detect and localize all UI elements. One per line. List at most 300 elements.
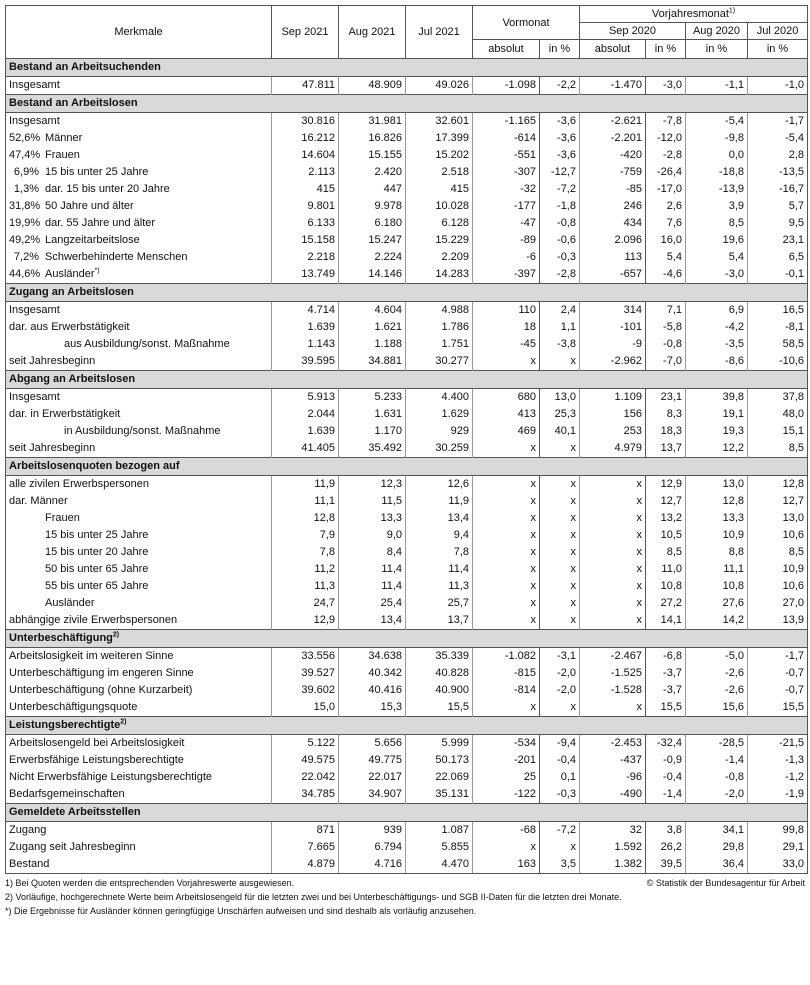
section-filler-cell — [580, 630, 646, 648]
cell-sep-2020-absolut: -490 — [580, 786, 646, 804]
cell-aug-2021: 34.881 — [339, 353, 406, 371]
cell-jul-2020-pct: -21,5 — [748, 735, 808, 753]
table-row — [6, 856, 808, 874]
cell-aug-2020-pct: 36,4 — [686, 856, 748, 874]
cell-sep-2020-absolut: x — [580, 699, 646, 717]
section-filler-cell — [473, 284, 540, 302]
table-row — [6, 215, 808, 232]
row-label — [6, 406, 272, 423]
cell-aug-2021: 447 — [339, 181, 406, 198]
cell-aug-2020-pct: -4,2 — [686, 319, 748, 336]
cell-aug-2020-pct: 12,8 — [686, 493, 748, 510]
cell-vormonat-pct: 1,1 — [540, 319, 580, 336]
cell-sep-2020-absolut: -2.201 — [580, 130, 646, 147]
cell-jul-2020-pct: -1,2 — [748, 769, 808, 786]
cell-vormonat-pct: -2,0 — [540, 682, 580, 699]
cell-vormonat-pct: x — [540, 561, 580, 578]
cell-aug-2020-pct: 14,2 — [686, 612, 748, 630]
row-label — [6, 510, 272, 527]
table-row — [6, 476, 808, 494]
table-row — [6, 232, 808, 249]
cell-aug-2021: 40.416 — [339, 682, 406, 699]
cell-sep-2021: 11,1 — [272, 493, 339, 510]
cell-sep-2020-absolut: 2.096 — [580, 232, 646, 249]
cell-aug-2021: 6.794 — [339, 839, 406, 856]
cell-sep-2020-pct: 12,9 — [646, 476, 686, 494]
row-label-text: Bestand — [9, 858, 50, 870]
section-filler-cell — [339, 717, 406, 735]
cell-jul-2020-pct: 10,6 — [748, 527, 808, 544]
section-title — [6, 804, 272, 822]
cell-sep-2020-absolut: -101 — [580, 319, 646, 336]
section-filler-cell — [748, 717, 808, 735]
share-percent: 6,9% — [13, 166, 39, 178]
section-filler-cell — [339, 95, 406, 113]
sub-in-pct: in % — [748, 40, 808, 59]
cell-aug-2020-pct: 0,0 — [686, 147, 748, 164]
share-percent: 49,2% — [9, 234, 41, 246]
cell-sep-2021: 4.714 — [272, 302, 339, 320]
cell-sep-2020-pct: 13,7 — [646, 440, 686, 458]
row-label — [6, 578, 272, 595]
cell-vormonat-pct: x — [540, 612, 580, 630]
cell-sep-2020-absolut: -2.467 — [580, 648, 646, 666]
cell-jul-2020-pct: -13,5 — [748, 164, 808, 181]
cell-sep-2020-absolut: -9 — [580, 336, 646, 353]
cell-jul-2020-pct: 16,5 — [748, 302, 808, 320]
row-label-text: Frauen — [45, 149, 80, 161]
cell-sep-2020-pct: 7,6 — [646, 215, 686, 232]
footnote-line-1 — [5, 876, 807, 890]
row-label-text: dar. aus Erwerbstätigkeit — [9, 321, 130, 333]
cell-aug-2020-pct: -2,0 — [686, 786, 748, 804]
cell-aug-2020-pct: 27,6 — [686, 595, 748, 612]
row-label — [6, 164, 272, 181]
cell-sep-2020-absolut: 156 — [580, 406, 646, 423]
section-title-text: Bestand an Arbeitsuchenden — [9, 61, 161, 73]
cell-sep-2020-pct: 23,1 — [646, 389, 686, 407]
cell-vormonat-absolut: -68 — [473, 822, 540, 840]
table-row — [6, 130, 808, 147]
cell-sep-2020-absolut: x — [580, 544, 646, 561]
table-row — [6, 77, 808, 95]
row-label-text: dar. 15 bis unter 20 Jahre — [45, 183, 170, 195]
cell-vormonat-absolut: -397 — [473, 266, 540, 284]
cell-aug-2021: 939 — [339, 822, 406, 840]
section-filler-cell — [540, 804, 580, 822]
cell-jul-2021: 4.988 — [406, 302, 473, 320]
cell-aug-2021: 2.224 — [339, 249, 406, 266]
cell-aug-2020-pct: 13,3 — [686, 510, 748, 527]
row-label — [6, 215, 272, 232]
cell-jul-2020-pct: -1,7 — [748, 648, 808, 666]
cell-aug-2020-pct: -28,5 — [686, 735, 748, 753]
row-label-text: Langzeitarbeitslose — [45, 234, 140, 246]
cell-aug-2020-pct: -3,0 — [686, 266, 748, 284]
cell-sep-2020-pct: -26,4 — [646, 164, 686, 181]
cell-aug-2021: 15.247 — [339, 232, 406, 249]
row-label-text: Arbeitslosengeld bei Arbeitslosigkeit — [9, 737, 185, 749]
statistics-report — [5, 5, 807, 918]
table-row — [6, 353, 808, 371]
cell-vormonat-pct: x — [540, 839, 580, 856]
cell-jul-2020-pct: 15,5 — [748, 699, 808, 717]
cell-sep-2020-pct: -17,0 — [646, 181, 686, 198]
section-header — [6, 804, 808, 822]
row-label-text: dar. 55 Jahre und älter — [45, 217, 156, 229]
table-row — [6, 319, 808, 336]
cell-aug-2021: 4.716 — [339, 856, 406, 874]
share-percent: 31,8% — [9, 200, 41, 212]
cell-aug-2020-pct: 15,6 — [686, 699, 748, 717]
cell-vormonat-pct: -2,0 — [540, 665, 580, 682]
cell-aug-2021: 15.155 — [339, 147, 406, 164]
cell-sep-2020-absolut: x — [580, 561, 646, 578]
cell-vormonat-pct: x — [540, 544, 580, 561]
cell-vormonat-pct: -0,3 — [540, 786, 580, 804]
cell-aug-2020-pct: 10,9 — [686, 527, 748, 544]
cell-aug-2021: 6.180 — [339, 215, 406, 232]
cell-jul-2020-pct: -0,1 — [748, 266, 808, 284]
section-filler-cell — [686, 717, 748, 735]
cell-aug-2020-pct: -0,8 — [686, 769, 748, 786]
cell-sep-2021: 15.158 — [272, 232, 339, 249]
cell-jul-2020-pct: 8,5 — [748, 544, 808, 561]
cell-aug-2020-pct: 19,6 — [686, 232, 748, 249]
section-filler-cell — [406, 717, 473, 735]
cell-aug-2020-pct: 3,9 — [686, 198, 748, 215]
cell-jul-2021: 15.202 — [406, 147, 473, 164]
cell-aug-2020-pct: 39,8 — [686, 389, 748, 407]
cell-vormonat-absolut: -201 — [473, 752, 540, 769]
cell-sep-2020-pct: 27,2 — [646, 595, 686, 612]
cell-aug-2021: 14.146 — [339, 266, 406, 284]
cell-jul-2021: 1.786 — [406, 319, 473, 336]
cell-jul-2020-pct: 8,5 — [748, 440, 808, 458]
cell-sep-2020-absolut: x — [580, 612, 646, 630]
cell-jul-2021: 10.028 — [406, 198, 473, 215]
section-filler-cell — [473, 371, 540, 389]
cell-aug-2020-pct: 19,3 — [686, 423, 748, 440]
cell-vormonat-absolut: -815 — [473, 665, 540, 682]
section-filler-cell — [686, 59, 748, 77]
cell-sep-2021: 22.042 — [272, 769, 339, 786]
row-label — [6, 561, 272, 578]
cell-sep-2020-pct: -6,8 — [646, 648, 686, 666]
cell-sep-2020-absolut: -85 — [580, 181, 646, 198]
section-filler-cell — [272, 717, 339, 735]
section-filler-cell — [646, 371, 686, 389]
table-row — [6, 266, 808, 284]
cell-aug-2021: 49.775 — [339, 752, 406, 769]
table-row — [6, 648, 808, 666]
cell-sep-2021: 2.113 — [272, 164, 339, 181]
cell-sep-2021: 2.044 — [272, 406, 339, 423]
section-header — [6, 458, 808, 476]
cell-jul-2020-pct: -10,6 — [748, 353, 808, 371]
cell-aug-2020-pct: 19,1 — [686, 406, 748, 423]
cell-aug-2020-pct: 5,4 — [686, 249, 748, 266]
cell-vormonat-absolut: x — [473, 493, 540, 510]
cell-aug-2020-pct: -1,4 — [686, 752, 748, 769]
cell-jul-2020-pct: -5,4 — [748, 130, 808, 147]
cell-jul-2021: 14.283 — [406, 266, 473, 284]
table-row — [6, 493, 808, 510]
section-filler-cell — [272, 59, 339, 77]
section-filler-cell — [406, 804, 473, 822]
cell-sep-2020-pct: -4,6 — [646, 266, 686, 284]
cell-aug-2020-pct: -18,8 — [686, 164, 748, 181]
table-row — [6, 752, 808, 769]
section-filler-cell — [580, 59, 646, 77]
cell-sep-2020-absolut: x — [580, 527, 646, 544]
cell-vormonat-absolut: x — [473, 544, 540, 561]
table-row — [6, 113, 808, 131]
cell-aug-2021: 13,4 — [339, 612, 406, 630]
sub-in-pct: in % — [646, 40, 686, 59]
table-body — [6, 59, 808, 874]
col-aug-2020: Aug 2020 — [686, 23, 748, 40]
section-filler-cell — [540, 630, 580, 648]
cell-sep-2020-absolut: 246 — [580, 198, 646, 215]
cell-aug-2021: 5.656 — [339, 735, 406, 753]
footnote-2: 2) Vorläufige, hochgerechnete Werte beim Arbeitslosengeld für die letzten zwei und bei Unterbeschäftigungs- und SGB II-Daten für die letzten drei Monate. — [5, 892, 622, 902]
table-row — [6, 181, 808, 198]
section-filler-cell — [540, 717, 580, 735]
cell-sep-2021: 5.913 — [272, 389, 339, 407]
row-label-text: Arbeitslosigkeit im weiteren Sinne — [9, 650, 174, 662]
cell-vormonat-absolut: x — [473, 839, 540, 856]
cell-aug-2021: 1.170 — [339, 423, 406, 440]
row-label-text: Schwerbehinderte Menschen — [45, 251, 188, 263]
section-filler-cell — [540, 371, 580, 389]
section-filler-cell — [272, 804, 339, 822]
share-percent: 1,3% — [13, 183, 39, 195]
cell-aug-2021: 12,3 — [339, 476, 406, 494]
section-header — [6, 284, 808, 302]
row-label — [6, 493, 272, 510]
cell-vormonat-absolut: 163 — [473, 856, 540, 874]
section-filler-cell — [646, 630, 686, 648]
section-filler-cell — [473, 59, 540, 77]
table-row — [6, 423, 808, 440]
cell-sep-2021: 30.816 — [272, 113, 339, 131]
cell-jul-2021: 929 — [406, 423, 473, 440]
cell-jul-2021: 2.518 — [406, 164, 473, 181]
row-label — [6, 476, 272, 494]
cell-aug-2021: 8,4 — [339, 544, 406, 561]
cell-jul-2021: 30.259 — [406, 440, 473, 458]
cell-jul-2021: 13,7 — [406, 612, 473, 630]
section-filler-cell — [339, 284, 406, 302]
table-row — [6, 510, 808, 527]
cell-vormonat-absolut: x — [473, 510, 540, 527]
cell-vormonat-pct: -12,7 — [540, 164, 580, 181]
cell-vormonat-pct: 13,0 — [540, 389, 580, 407]
cell-sep-2020-absolut: -1.525 — [580, 665, 646, 682]
row-label — [6, 232, 272, 249]
footnote-marker: *) — [94, 267, 100, 275]
row-label — [6, 389, 272, 407]
cell-jul-2020-pct: -0,7 — [748, 682, 808, 699]
cell-jul-2021: 1.751 — [406, 336, 473, 353]
cell-aug-2020-pct: -8,6 — [686, 353, 748, 371]
cell-aug-2021: 1.631 — [339, 406, 406, 423]
section-title — [6, 59, 272, 77]
cell-aug-2021: 16.826 — [339, 130, 406, 147]
cell-aug-2020-pct: -2,6 — [686, 665, 748, 682]
col-aug-2021: Aug 2021 — [339, 6, 406, 59]
row-label — [6, 735, 272, 753]
cell-sep-2020-absolut: 1.592 — [580, 839, 646, 856]
cell-sep-2020-pct: -32,4 — [646, 735, 686, 753]
cell-sep-2020-absolut: 314 — [580, 302, 646, 320]
cell-jul-2020-pct: 58,5 — [748, 336, 808, 353]
cell-jul-2020-pct: 9,5 — [748, 215, 808, 232]
col-sep-2021: Sep 2021 — [272, 6, 339, 59]
cell-sep-2020-absolut: 253 — [580, 423, 646, 440]
footnote-marker: 1) — [728, 7, 736, 15]
cell-jul-2020-pct: -8,1 — [748, 319, 808, 336]
cell-sep-2020-pct: 39,5 — [646, 856, 686, 874]
cell-vormonat-pct: x — [540, 353, 580, 371]
section-filler-cell — [339, 371, 406, 389]
cell-sep-2020-pct: 8,5 — [646, 544, 686, 561]
section-filler-cell — [580, 371, 646, 389]
cell-vormonat-pct: x — [540, 510, 580, 527]
section-filler-cell — [686, 458, 748, 476]
cell-vormonat-absolut: 18 — [473, 319, 540, 336]
cell-sep-2021: 33.556 — [272, 648, 339, 666]
row-label-text: 55 bis unter 65 Jahre — [45, 580, 149, 592]
cell-vormonat-pct: x — [540, 527, 580, 544]
cell-vormonat-pct: -9,4 — [540, 735, 580, 753]
cell-sep-2021: 13.749 — [272, 266, 339, 284]
cell-vormonat-absolut: 25 — [473, 769, 540, 786]
table-row — [6, 527, 808, 544]
section-filler-cell — [686, 284, 748, 302]
cell-vormonat-pct: -0,3 — [540, 249, 580, 266]
cell-sep-2020-pct: 26,2 — [646, 839, 686, 856]
cell-sep-2021: 11,9 — [272, 476, 339, 494]
cell-sep-2020-absolut: 434 — [580, 215, 646, 232]
cell-sep-2020-absolut: -1.470 — [580, 77, 646, 95]
row-label — [6, 856, 272, 874]
section-filler-cell — [339, 458, 406, 476]
section-header — [6, 59, 808, 77]
section-filler-cell — [473, 717, 540, 735]
cell-jul-2020-pct: 13,0 — [748, 510, 808, 527]
cell-aug-2021: 11,4 — [339, 561, 406, 578]
cell-aug-2020-pct: -13,9 — [686, 181, 748, 198]
section-title-text: Leistungsberechtigte — [9, 719, 121, 731]
section-filler-cell — [272, 630, 339, 648]
cell-vormonat-absolut: -814 — [473, 682, 540, 699]
section-filler-cell — [686, 371, 748, 389]
section-filler-cell — [406, 371, 473, 389]
row-label — [6, 786, 272, 804]
cell-aug-2021: 11,4 — [339, 578, 406, 595]
cell-jul-2021: 5.999 — [406, 735, 473, 753]
share-percent: 44,6% — [9, 268, 41, 280]
cell-sep-2020-absolut: -2.621 — [580, 113, 646, 131]
section-filler-cell — [646, 284, 686, 302]
cell-vormonat-absolut: x — [473, 699, 540, 717]
cell-sep-2021: 6.133 — [272, 215, 339, 232]
cell-jul-2021: 4.400 — [406, 389, 473, 407]
cell-vormonat-pct: 3,5 — [540, 856, 580, 874]
section-title-text: Bestand an Arbeitslosen — [9, 97, 138, 109]
cell-jul-2020-pct: 33,0 — [748, 856, 808, 874]
cell-jul-2021: 50.173 — [406, 752, 473, 769]
cell-vormonat-absolut: 110 — [473, 302, 540, 320]
cell-sep-2020-pct: -3,0 — [646, 77, 686, 95]
cell-jul-2020-pct: 29,1 — [748, 839, 808, 856]
cell-jul-2020-pct: -0,7 — [748, 665, 808, 682]
cell-sep-2020-absolut: 4.979 — [580, 440, 646, 458]
cell-sep-2020-pct: -5,8 — [646, 319, 686, 336]
col-jul-2020: Jul 2020 — [748, 23, 808, 40]
cell-sep-2021: 39.527 — [272, 665, 339, 682]
cell-jul-2021: 2.209 — [406, 249, 473, 266]
cell-jul-2020-pct: 12,8 — [748, 476, 808, 494]
cell-vormonat-absolut: -122 — [473, 786, 540, 804]
cell-vormonat-absolut: -89 — [473, 232, 540, 249]
cell-vormonat-absolut: x — [473, 561, 540, 578]
cell-sep-2021: 5.122 — [272, 735, 339, 753]
row-label-text: 50 Jahre und älter — [45, 200, 134, 212]
cell-aug-2020-pct: 29,8 — [686, 839, 748, 856]
cell-jul-2020-pct: 15,1 — [748, 423, 808, 440]
cell-sep-2020-pct: 12,7 — [646, 493, 686, 510]
footnote-marker: 2) — [112, 631, 120, 639]
row-label — [6, 336, 272, 353]
table-row — [6, 336, 808, 353]
cell-jul-2021: 22.069 — [406, 769, 473, 786]
cell-sep-2021: 4.879 — [272, 856, 339, 874]
cell-sep-2020-pct: 2,6 — [646, 198, 686, 215]
cell-sep-2020-pct: -0,4 — [646, 769, 686, 786]
cell-sep-2020-pct: 18,3 — [646, 423, 686, 440]
cell-jul-2020-pct: -1,7 — [748, 113, 808, 131]
cell-aug-2021: 13,3 — [339, 510, 406, 527]
cell-sep-2020-absolut: x — [580, 493, 646, 510]
cell-sep-2020-absolut: -420 — [580, 147, 646, 164]
cell-sep-2020-pct: 15,5 — [646, 699, 686, 717]
cell-sep-2020-absolut: 32 — [580, 822, 646, 840]
cell-sep-2021: 49.575 — [272, 752, 339, 769]
cell-sep-2021: 24,7 — [272, 595, 339, 612]
section-filler-cell — [646, 458, 686, 476]
table-row — [6, 198, 808, 215]
cell-vormonat-absolut: x — [473, 353, 540, 371]
cell-aug-2021: 1.621 — [339, 319, 406, 336]
row-label-text: Frauen — [45, 512, 80, 524]
row-label-text: dar. Männer — [9, 495, 68, 507]
source-credit: © Statistik der Bundesagentur für Arbeit — [646, 878, 805, 888]
cell-sep-2021: 11,3 — [272, 578, 339, 595]
share-percent: 7,2% — [13, 251, 39, 263]
section-title — [6, 717, 272, 735]
cell-vormonat-absolut: 680 — [473, 389, 540, 407]
section-filler-cell — [473, 458, 540, 476]
cell-vormonat-pct: x — [540, 578, 580, 595]
vorjahresmonat-label: Vorjahresmonat — [651, 8, 729, 20]
section-filler-cell — [406, 284, 473, 302]
section-filler-cell — [406, 630, 473, 648]
cell-sep-2020-absolut: x — [580, 476, 646, 494]
row-label-text: Insgesamt — [9, 304, 60, 316]
